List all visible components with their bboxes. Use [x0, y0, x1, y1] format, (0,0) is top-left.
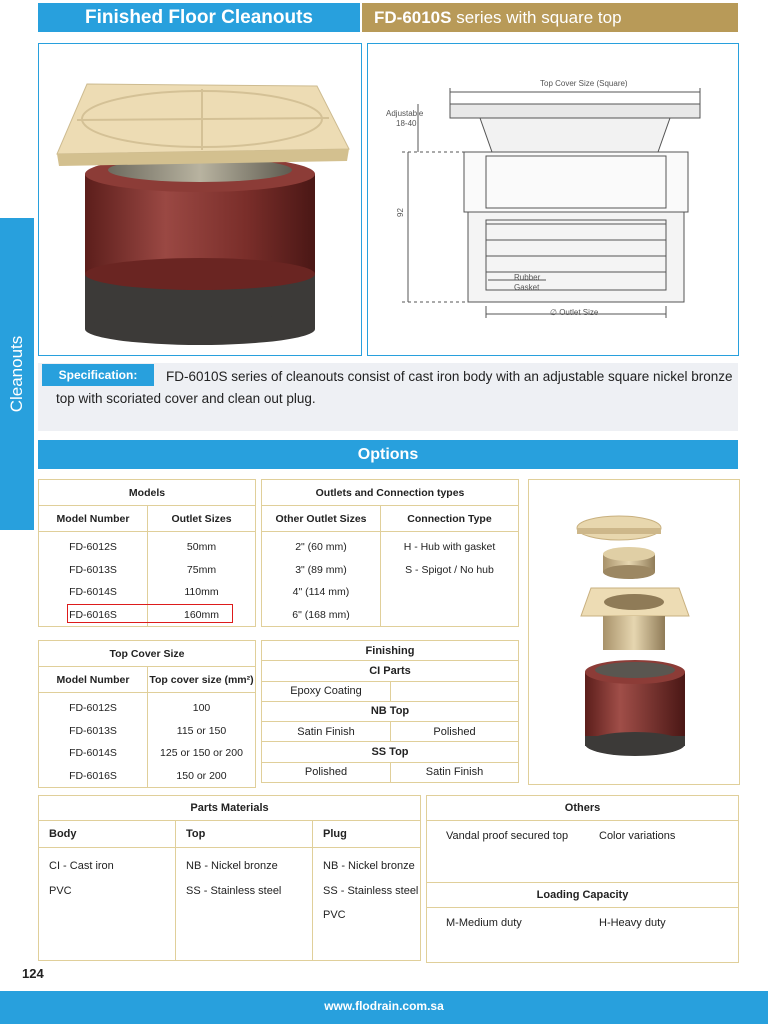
footer-url[interactable]: www.flodrain.com.sa	[0, 991, 768, 1024]
models-title: Models	[39, 480, 256, 506]
other-outlet-size: 2" (60 mm)	[295, 541, 347, 553]
drawing-adjustable-label: Adjustable	[386, 109, 424, 118]
finishing-nb-polished: Polished	[391, 722, 519, 742]
other-outlet-size: 6" (168 mm)	[292, 608, 350, 621]
connection-type: H - Hub with gasket	[403, 541, 496, 553]
parts-plug-title: Plug	[313, 821, 421, 848]
model-number: FD-6014S	[69, 586, 117, 598]
series-desc: series with square top	[451, 8, 622, 27]
finishing-nb-title: NB Top	[262, 701, 519, 721]
finishing-ci-title: CI Parts	[262, 661, 519, 681]
top-cover-size: 115 or 150	[176, 724, 227, 737]
finishing-ci-empty	[391, 681, 519, 701]
drawing-adjustable-range: 18-40	[396, 119, 417, 128]
top-cover-size-cell	[148, 693, 256, 788]
outlet-size: 75mm	[186, 563, 217, 576]
outlets-title: Outlets and Connection types	[262, 480, 519, 506]
series-title	[362, 3, 738, 32]
outlets-types-cell	[381, 532, 519, 627]
outlets-col-sizes: Other Outlet Sizes	[262, 506, 381, 532]
parts-plug-cell	[313, 848, 421, 961]
model-number: FD-6014S	[69, 747, 117, 759]
models-col-model: Model Number	[39, 506, 148, 532]
other-outlet-size: 3" (89 mm)	[295, 563, 347, 576]
plug-material: PVC	[323, 909, 346, 921]
parts-top-cell	[176, 848, 313, 961]
model-number: FD-6012S	[69, 541, 117, 553]
top-material: SS - Stainless steel	[186, 884, 282, 897]
product-photo-panel	[38, 43, 362, 356]
drawing-top-cover-label: Top Cover Size (Square)	[540, 79, 628, 88]
model-number: FD-6012S	[69, 702, 117, 714]
cross-section-diagram	[368, 44, 738, 355]
top-cover-size: 125 or 150 or 200	[160, 747, 243, 759]
side-tab-label: Cleanouts	[7, 335, 26, 413]
exploded-view-panel	[528, 479, 740, 785]
page-title: Finished Floor Cleanouts	[38, 3, 360, 32]
finishing-title: Finishing	[262, 641, 519, 661]
other-outlet-size: 4" (114 mm)	[292, 586, 350, 598]
model-number: FD-6013S	[69, 563, 117, 576]
others-title: Others	[427, 796, 738, 821]
outlets-sizes-cell	[262, 532, 381, 627]
finishing-nb-satin: Satin Finish	[262, 722, 391, 742]
body-material: CI - Cast iron	[49, 860, 114, 872]
loading-heavy: H-Heavy duty	[599, 917, 666, 929]
connection-type: S - Spigot / No hub	[405, 563, 494, 576]
outlet-size: 50mm	[186, 541, 217, 553]
exploded-view-illustration	[529, 480, 739, 784]
drawing-gasket-label: Gasket	[514, 283, 540, 292]
top-cover-col-size: Top cover size (mm²)	[148, 667, 256, 693]
body-material: PVC	[49, 884, 72, 897]
cleanout-product-illustration	[39, 44, 361, 355]
others-color-variations: Color variations	[599, 830, 676, 842]
specification-text: FD-6010S series of cleanouts consist of cast iron body with an adjustable square nickel bronze top with scoriated cover and clean out plug.	[56, 369, 733, 406]
models-col-size: Outlet Sizes	[148, 506, 256, 532]
top-cover-title: Top Cover Size	[39, 641, 256, 667]
others-panel	[426, 795, 739, 885]
finishing-ss-title: SS Top	[262, 742, 519, 762]
top-cover-col-model: Model Number	[39, 667, 148, 693]
options-title: Options	[38, 440, 738, 469]
parts-top-title: Top	[176, 821, 313, 848]
finishing-ci-epoxy: Epoxy Coating	[262, 681, 391, 701]
parts-body-title: Body	[39, 821, 176, 848]
series-code: FD-6010S	[374, 8, 452, 27]
technical-drawing-panel	[367, 43, 739, 356]
top-cover-size: 100	[192, 702, 211, 714]
outlet-size: 160mm	[183, 608, 219, 621]
outlet-size: 110mm	[184, 586, 219, 598]
highlight-box-fd-6016s	[67, 604, 233, 623]
finishing-ss-satin: Satin Finish	[391, 762, 519, 782]
finishing-ss-polished: Polished	[262, 762, 391, 782]
top-cover-size: 150 or 200	[176, 769, 227, 782]
parts-materials-table	[38, 795, 421, 961]
others-vandal-proof: Vandal proof secured top	[446, 830, 569, 842]
plug-material: SS - Stainless steel	[323, 884, 419, 897]
parts-body-cell	[39, 848, 176, 961]
loading-capacity-panel	[426, 882, 739, 963]
drawing-rubber-label: Rubber	[514, 273, 541, 282]
side-tab-cleanouts	[0, 218, 34, 530]
top-cover-model-cell	[39, 693, 148, 788]
specification-label: Specification:	[42, 364, 154, 386]
parts-title: Parts Materials	[39, 796, 421, 821]
loading-title: Loading Capacity	[427, 883, 738, 908]
loading-medium: M-Medium duty	[446, 917, 522, 929]
top-material: NB - Nickel bronze	[186, 860, 278, 872]
outlets-col-types: Connection Type	[381, 506, 519, 532]
model-number: FD-6016S	[69, 769, 117, 782]
model-number: FD-6016S	[69, 608, 117, 621]
finishing-table	[261, 640, 519, 783]
outlets-table	[261, 479, 519, 627]
drawing-outlet-label: ∅ Outlet Size	[550, 308, 599, 317]
top-cover-table	[38, 640, 256, 788]
model-number: FD-6013S	[69, 724, 117, 737]
drawing-height-label: 92	[396, 208, 405, 217]
plug-material: NB - Nickel bronze	[323, 860, 415, 872]
page-number: 124	[22, 966, 44, 981]
